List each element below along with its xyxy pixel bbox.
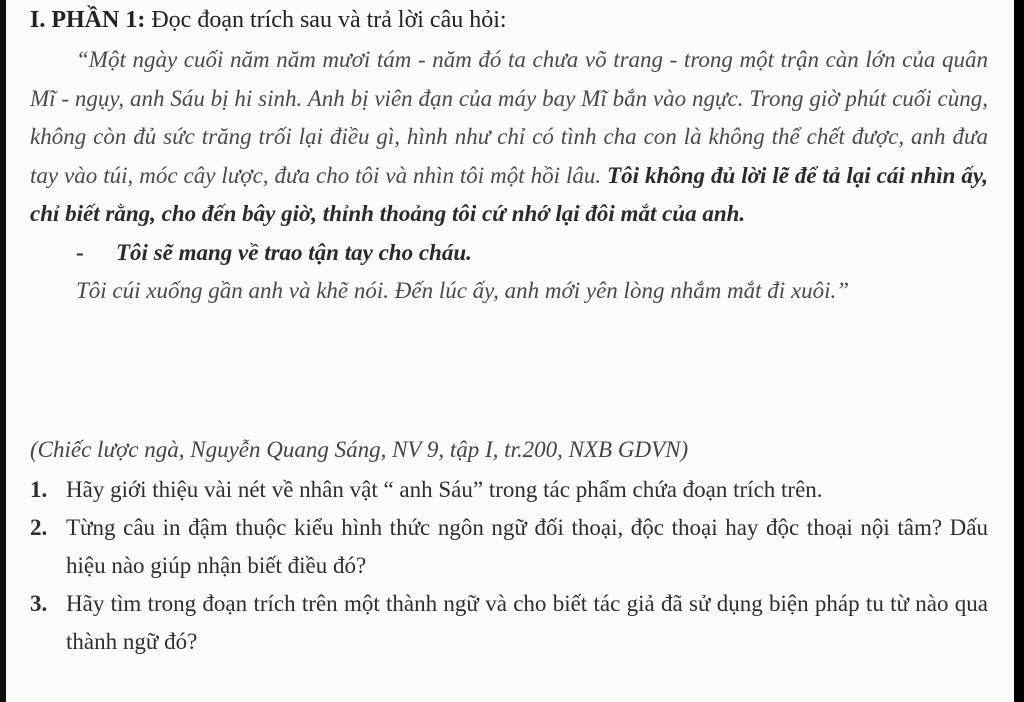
section-label: I. PHẦN 1: <box>30 7 146 33</box>
section-heading <box>30 4 990 36</box>
question-list <box>30 471 988 661</box>
source-citation: (Chiếc lược ngà, Nguyễn Quang Sáng, NV 9, tập I, tr.200, NXB GDVN) <box>30 437 689 462</box>
excerpt-paragraph-3: Tôi cúi xuống gần anh và khẽ nói. Đến lúc ấy, anh mới yên lòng nhắm mắt đi xuôi.” <box>76 278 850 303</box>
question-number: 2. <box>30 515 48 540</box>
question-number: 3. <box>30 591 48 616</box>
excerpt-passage <box>30 41 988 311</box>
question-item <box>30 585 988 661</box>
question-number: 1. <box>30 477 48 502</box>
question-text: Từng câu in đậm thuộc kiểu hình thức ngôn ngữ đối thoại, độc thoại hay độc thoại nội tâm? Dấu hiệu nào giúp nhận biết điều đó? <box>66 515 988 578</box>
dialogue-text: Tôi sẽ mang về trao tận tay cho cháu. <box>116 239 472 265</box>
dialogue-dash: - <box>76 239 84 265</box>
left-edge-shadow <box>0 0 6 702</box>
question-text: Hãy giới thiệu vài nét về nhân vật “ anh Sáu” trong tác phẩm chứa đoạn trích trên. <box>66 477 823 502</box>
excerpt-paragraph-1 <box>30 41 988 234</box>
excerpt-paragraph-1-text: “Một ngày cuối năm năm mươi tám - năm đó ta chưa võ trang - trong một trận càn lớn của quân Mĩ - ngụy, anh Sáu bị hi sinh. Anh bị viên đạn của máy bay Mĩ bắn vào ngực. Trong giờ phút cuối cùng, không còn đủ sức trăng trối lại điều gì, hình như chỉ có tình cha con là không thể chết được, anh đưa tay vào túi, móc cây lược, đưa cho tôi và nhìn tôi một hồi lâu. <box>30 47 988 188</box>
question-item <box>30 509 988 585</box>
question-text: Hãy tìm trong đoạn trích trên một thành ngữ và cho biết tác giả đã sử dụng biện pháp tu từ nào qua thành ngữ đó? <box>66 591 988 654</box>
question-item <box>30 471 988 509</box>
section-instruction: Đọc đoạn trích sau và trả lời câu hỏi: <box>151 7 507 33</box>
right-edge-border <box>1014 0 1024 702</box>
excerpt-dialogue-line <box>30 234 988 273</box>
excerpt-bold-sentence: Tôi không đủ lời lẽ để tả lại cái nhìn ấy, chỉ biết rằng, cho đến bây giờ, thỉnh thoảng tôi cứ nhớ lại đôi mắt của anh. <box>30 162 989 226</box>
